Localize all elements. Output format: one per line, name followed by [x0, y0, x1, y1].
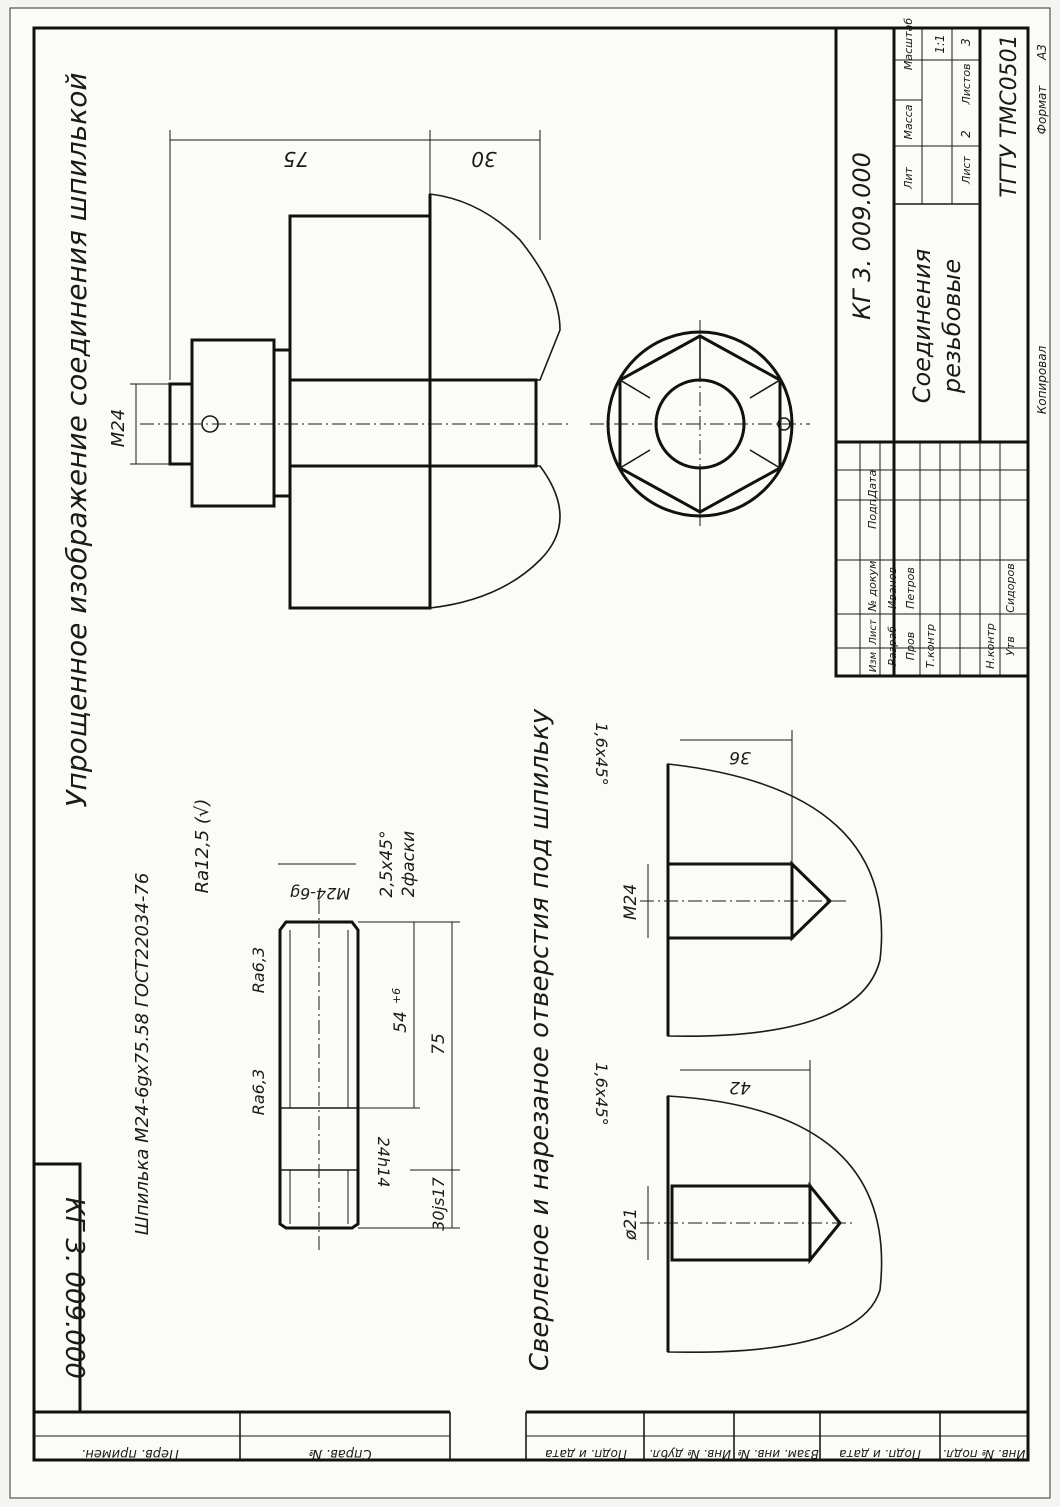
podp-data-1-label: Подп. и дата [545, 1447, 627, 1461]
stud-dim-thread-tol: +6 [390, 987, 403, 1005]
stud-dim-thread-len: 54 [391, 1011, 411, 1033]
stud-chamfer-note: 2фаски [399, 830, 419, 898]
tb-sheet-label: Лист [960, 156, 973, 184]
top-thread-label: М24 [108, 408, 129, 448]
stud-chamfer: 2,5х45° [377, 830, 397, 898]
stud-roughness-1: Ra6,3 [249, 1068, 268, 1116]
tb-col-izm: Изм [868, 651, 879, 673]
tb-copied: Копировал [1035, 345, 1049, 415]
hole-section-title: Сверленое и нарезаное отверстия под шпильку [525, 708, 555, 1372]
tb-prov-name: Петров [904, 567, 917, 609]
stud-designation: Шпилька М24-6gх75.58 ГОСТ22034-76 [132, 872, 153, 1236]
stud-dim-groove: 24h14 [374, 1136, 393, 1188]
tb-col-sign: Подп [866, 499, 879, 529]
tb-razrab-name: Иванов [886, 567, 899, 609]
sprav-no-label: Справ. № [308, 1446, 372, 1461]
stud-roughness-2: Ra6,3 [249, 946, 268, 994]
top-section-title: Упрощенное изображение соединения шпилькой [60, 72, 93, 808]
tapped-depth: 36 [729, 747, 751, 767]
tapped-chamfer: 1,6х45° [592, 722, 611, 786]
tb-format: Формат [1035, 85, 1049, 135]
stud-dim-screw-end: 30js17 [429, 1177, 448, 1231]
tb-name-line2: резьбовые [938, 258, 966, 394]
tb-sheets: 3 [959, 38, 973, 46]
perv-primen-label: Перв. примен. [81, 1446, 179, 1461]
drill-chamfer: 1,6х45° [592, 1062, 611, 1126]
inv-podl-label: Инв. № подл. [942, 1447, 1026, 1461]
top-dim-75: 75 [283, 147, 309, 171]
tb-row-nkontr: Н.контр [984, 623, 997, 669]
tb-row-tkontr: Т.контр [924, 623, 937, 669]
tb-row-prov: Пров [904, 631, 917, 661]
tapped-label: М24 [621, 883, 641, 921]
vzam-inv-label: Взам. инв. № [737, 1447, 819, 1461]
tb-mass-label: Масса [902, 104, 915, 140]
tb-scale: 1:1 [933, 34, 947, 54]
tb-row-razrab: Разраб [886, 626, 899, 666]
tb-name-line1: Соединения [908, 248, 936, 404]
stud-thread-label: М24-6g [289, 884, 351, 903]
tb-sheet: 2 [959, 130, 973, 138]
tb-drawing-code: КГ 3. 009.000 [848, 152, 876, 320]
stud-dim-total: 75 [429, 1033, 449, 1055]
corner-drawing-code: КГ 3. 009.000 [59, 1197, 89, 1379]
tb-format-val: А3 [1035, 44, 1049, 60]
drill-depth: 42 [729, 1077, 751, 1097]
podp-data-2-label: Подп. и дата [839, 1447, 921, 1461]
tb-utv-name: Сидоров [1004, 563, 1017, 613]
drill-label: ø21 [621, 1207, 641, 1241]
inv-dubl-label: Инв. № дубл. [648, 1447, 732, 1461]
tb-org: ТГТУ ТМС0501 [997, 34, 1022, 198]
tb-row-utv: Утв [1004, 636, 1017, 656]
tb-col-date: Дата [866, 469, 879, 499]
top-dim-30: 30 [471, 147, 497, 171]
tb-lit-label: Лит [902, 167, 915, 189]
tb-col-list: Лист [868, 619, 879, 645]
stud-roughness-general: Ra12,5 (√) [192, 798, 213, 894]
tb-col-doc: № докум [866, 560, 879, 612]
tb-sheets-label: Листов [960, 63, 973, 105]
tb-scale-label: Масштаб [902, 17, 915, 71]
